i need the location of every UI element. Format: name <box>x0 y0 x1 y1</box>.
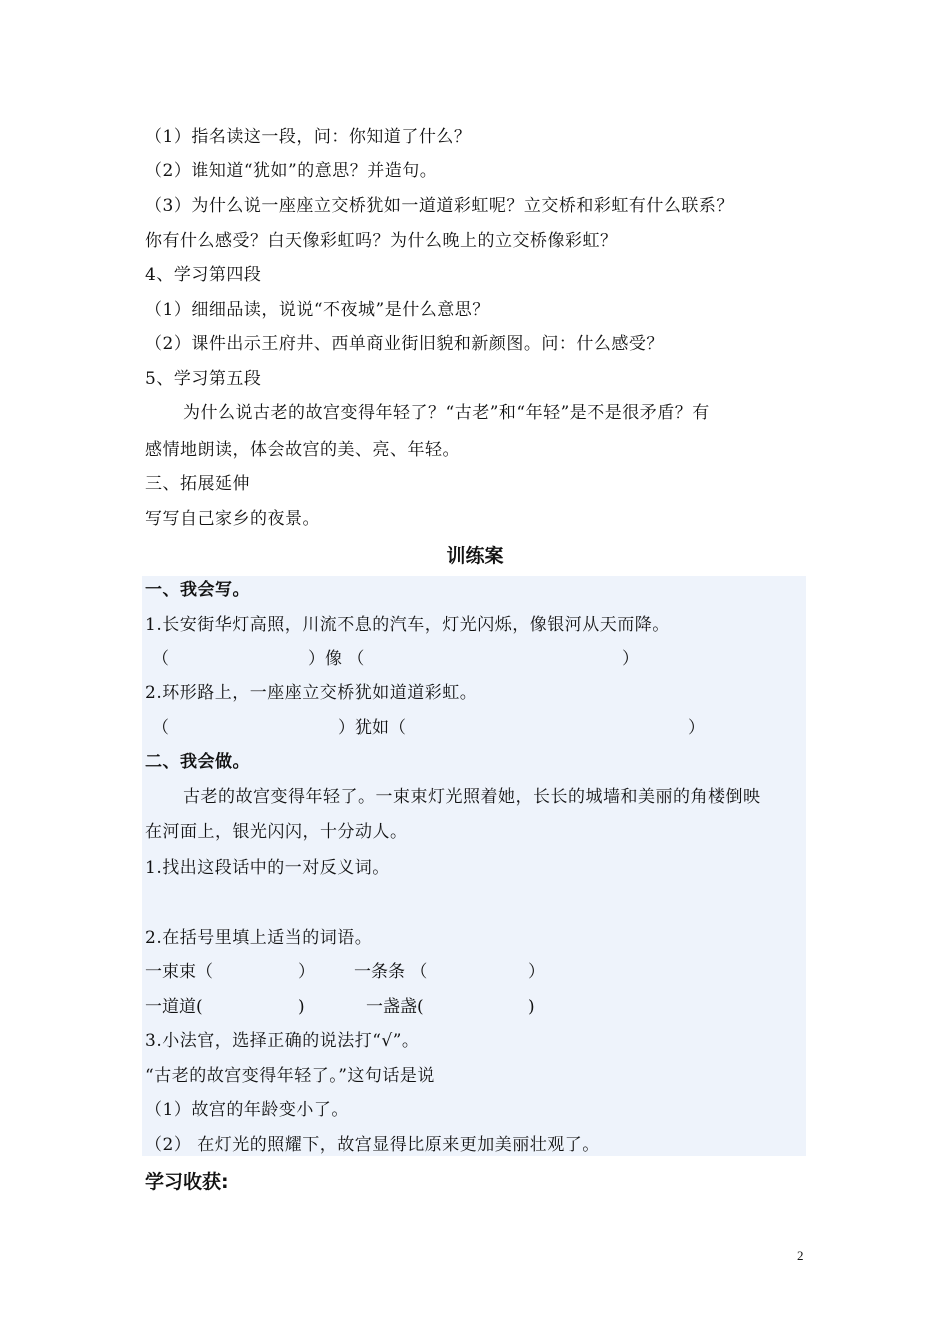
answer-blank-middle: ）像 （ <box>308 649 365 669</box>
exercise-heading: 二、我会做。 <box>145 752 250 772</box>
section-title: 训练案 <box>446 545 504 567</box>
passage-line: 在河面上，银光闪闪，十分动人。 <box>145 822 408 842</box>
task-3: 3.小法官，选择正确的说法打“√”。 <box>145 1031 420 1051</box>
answer-blank-close: ） <box>622 649 639 669</box>
fill-item: 一条条 （ <box>354 962 428 982</box>
text-line: 4、学习第四段 <box>145 265 262 285</box>
option-2: （2） 在灯光的照耀下，故宫显得比原来更加美丽壮观了。 <box>145 1135 600 1155</box>
fill-item-close: ） <box>298 962 315 982</box>
learning-harvest-heading: 学习收获: <box>145 1171 229 1193</box>
fill-item-close: ) <box>528 997 535 1017</box>
quote-line: “古老的故宫变得年轻了。”这句话是说 <box>145 1066 435 1086</box>
text-line: 你有什么感受？白天像彩虹吗？为什么晚上的立交桥像彩虹？ <box>145 231 618 251</box>
text-line: 为什么说古老的故宫变得年轻了？“古老”和“年轻”是不是很矛盾？有 <box>183 403 710 423</box>
text-line: 写写自己家乡的夜景。 <box>145 509 320 529</box>
option-1: （1）故宫的年龄变小了。 <box>145 1100 349 1120</box>
text-line: （1）细细品读，说说“不夜城”是什么意思？ <box>145 300 490 320</box>
answer-blank-open: （ <box>152 718 169 738</box>
fill-item-close: ） <box>528 962 545 982</box>
text-line: 5、学习第五段 <box>145 369 262 389</box>
task-2: 2.在括号里填上适当的词语。 <box>145 928 373 948</box>
text-line: 感情地朗读，体会故宫的美、亮、年轻。 <box>145 440 460 460</box>
text-line: （2）谁知道“犹如”的意思？并造句。 <box>145 161 438 181</box>
answer-blank-middle: ）犹如（ <box>338 718 406 738</box>
text-line: （1）指名读这一段，问：你知道了什么？ <box>145 127 472 147</box>
passage-line: 古老的故宫变得年轻了。一束束灯光照着她，长长的城墙和美丽的角楼倒映 <box>183 787 761 807</box>
question-2: 2.环形路上，一座座立交桥犹如道道彩虹。 <box>145 683 478 703</box>
fill-item-close: ) <box>298 997 305 1017</box>
text-line: （3）为什么说一座座立交桥犹如一道道彩虹呢？立交桥和彩虹有什么联系？ <box>145 196 734 216</box>
answer-blank-open: （ <box>152 649 169 669</box>
question-1: 1.长安街华灯高照，川流不息的汽车，灯光闪烁，像银河从天而降。 <box>145 615 670 635</box>
page-number: 2 <box>797 1248 804 1263</box>
fill-item: 一道道( <box>145 997 203 1017</box>
fill-item: 一束束（ <box>145 962 213 982</box>
text-line: （2）课件出示王府井、西单商业街旧貌和新颜图。问：什么感受？ <box>145 334 664 354</box>
answer-blank-close: ） <box>688 718 705 738</box>
task-1: 1.找出这段话中的一对反义词。 <box>145 858 390 878</box>
exercise-heading: 一、我会写。 <box>145 580 250 600</box>
text-line: 三、拓展延伸 <box>145 474 250 494</box>
fill-item: 一盏盏( <box>366 997 424 1017</box>
